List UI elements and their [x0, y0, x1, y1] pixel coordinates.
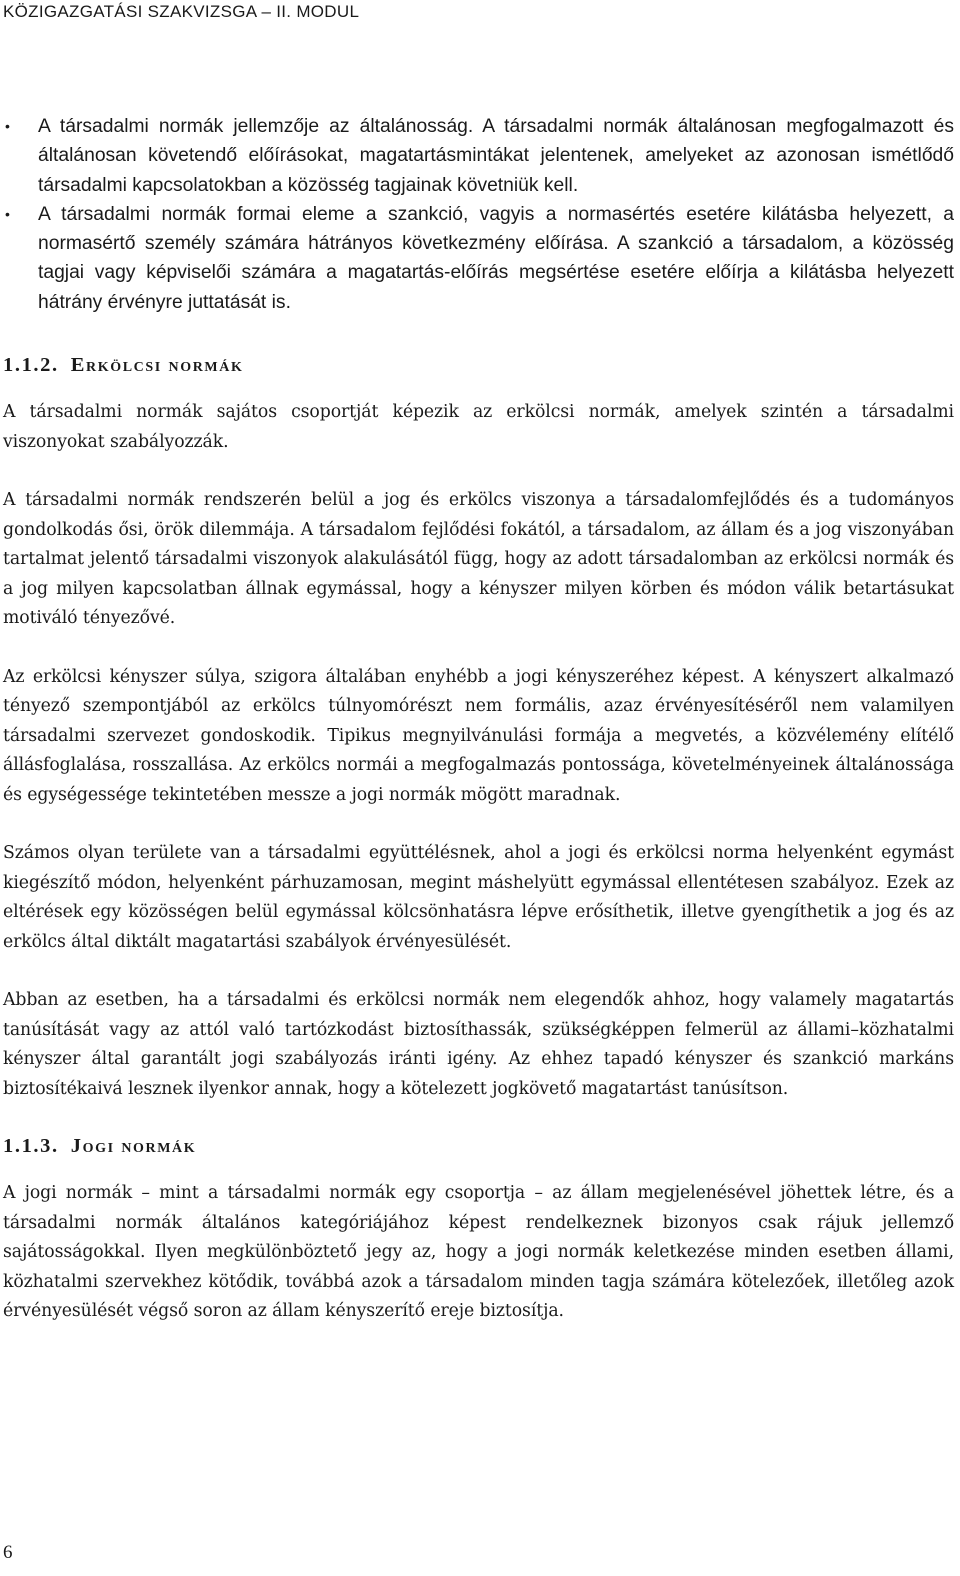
running-header: KÖZIGAZGATÁSI SZAKVIZSGA – II. MODUL	[3, 2, 360, 21]
section-heading-erkolcsi-normak	[3, 350, 954, 380]
bullet-list	[3, 112, 954, 317]
section-number: 1.1.2.	[3, 354, 59, 377]
paragraph: A társadalmi normák sajátos csoportját képezik az erkölcsi normák, amelyek szintén a társadalmi viszonyokat szabályozzák.	[3, 402, 954, 452]
paragraph: Az erkölcsi kényszer súlya, szigora általában enyhébb a jogi kényszeréhez képest. A kényszert alkalmazó tényező szempontjából az erkölcs túlnyomórészt nem formális, azaz érvényesítéséről nem valamilyen társadalmi szervezet gondoskodik. Tipikus megnyilvánulási formája a megvetés, a közvélemény elítélő állásfoglalása, rosszallása. Az erkölcs normái a megfogalmazás pontossága, követelményeinek általánossága és egységessége tekintetében messze a jogi normák mögött maradnak.	[3, 666, 954, 805]
paragraph: Abban az esetben, ha a társadalmi és erkölcsi normák nem elegendők ahhoz, hogy valamely magatartás tanúsítását vagy az attól való tartózkodást biztosíthassák, szükségképpen felmerül az állami–közhatalmi kényszer által garantált jogi szabályozás iránti igény. Az ehhez tapadó kényszer és szankció markáns biztosítékaivá lesznek ilyenkor annak, hogy a kötelezett jogkövető magatartást tanúsítson.	[3, 990, 954, 1099]
list-item	[3, 112, 954, 200]
bullet-icon: •	[5, 118, 10, 134]
list-item	[3, 200, 954, 317]
list-item-text: A társadalmi normák formai eleme a szankció, vagyis a normasértés esetére kilátásba helyezett, a normasértő személy számára hátrányos következmény előírása. A szankció a társadalom, a közösség tagjai vagy képviselői számára a magatartás-előírás megsértése esetére előírja a kilátásba helyezett hátrány érvényre juttatását is.	[38, 203, 954, 313]
page-body	[3, 112, 954, 1327]
section-number: 1.1.3.	[3, 1135, 59, 1158]
paragraph: A jogi normák – mint a társadalmi normák egy csoportja – az állam megjelenésével jöhettek létre, és a társadalmi normák általános kategóriájához képest rendelkeznek bizonyos csak rájuk jellemző sajátosságokkal. Ilyen megkülönböztető jegy az, hogy a jogi normák keletkezése minden esetben állami, közhatalmi szervekhez kötődik, továbbá azok a társadalom minden tagja számára kötelezőek, illetőleg azok érvényesülését végső soron az állam kényszerítő ereje biztosítja.	[3, 1183, 954, 1322]
bullet-icon: •	[5, 205, 10, 222]
section-title: Erkölcsi normák	[70, 354, 244, 377]
paragraph: Számos olyan területe van a társadalmi együttélésnek, ahol a jogi és erkölcsi norma helyenként egymást kiegészítő módon, helyenként párhuzamosan, megint máshelyütt egymással ellentétesen szabályoz. Ezek az eltérések egy közösségen belül egymással kölcsönhatásra lépve erősíthetik, illetve gyengíthetik a jog és az erkölcs által diktált magatartási szabályok érvényesülését.	[3, 843, 954, 952]
page-number: 6	[3, 1542, 13, 1563]
paragraph: A társadalmi normák rendszerén belül a jog és erkölcs viszonya a társadalomfejlődés és a tudományos gondolkodás ősi, örök dilemmája. A társadalom fejlődési fokától, a társadalom, az állam és a jog viszonyában tartalmat jelentő társadalmi viszonyok alakulásától függ, hogy az adott társadalomban az erkölcsi normák és a jog milyen kapcsolatban állnak egymással, hogy a kényszer milyen körben és módon válik betartásukat motiváló tényezővé.	[3, 490, 954, 629]
section-title: Jogi normák	[70, 1135, 197, 1158]
section-heading-jogi-normak	[3, 1131, 954, 1161]
list-item-text: A társadalmi normák jellemzője az általánosság. A társadalmi normák általánosan megfogalmazott és általánosan követendő előírásokat, magatartásmintákat jelentenek, amelyeket az azonosan ismétlődő társadalmi kapcsolatokban a közösség tagjainak követniük kell.	[38, 116, 954, 196]
